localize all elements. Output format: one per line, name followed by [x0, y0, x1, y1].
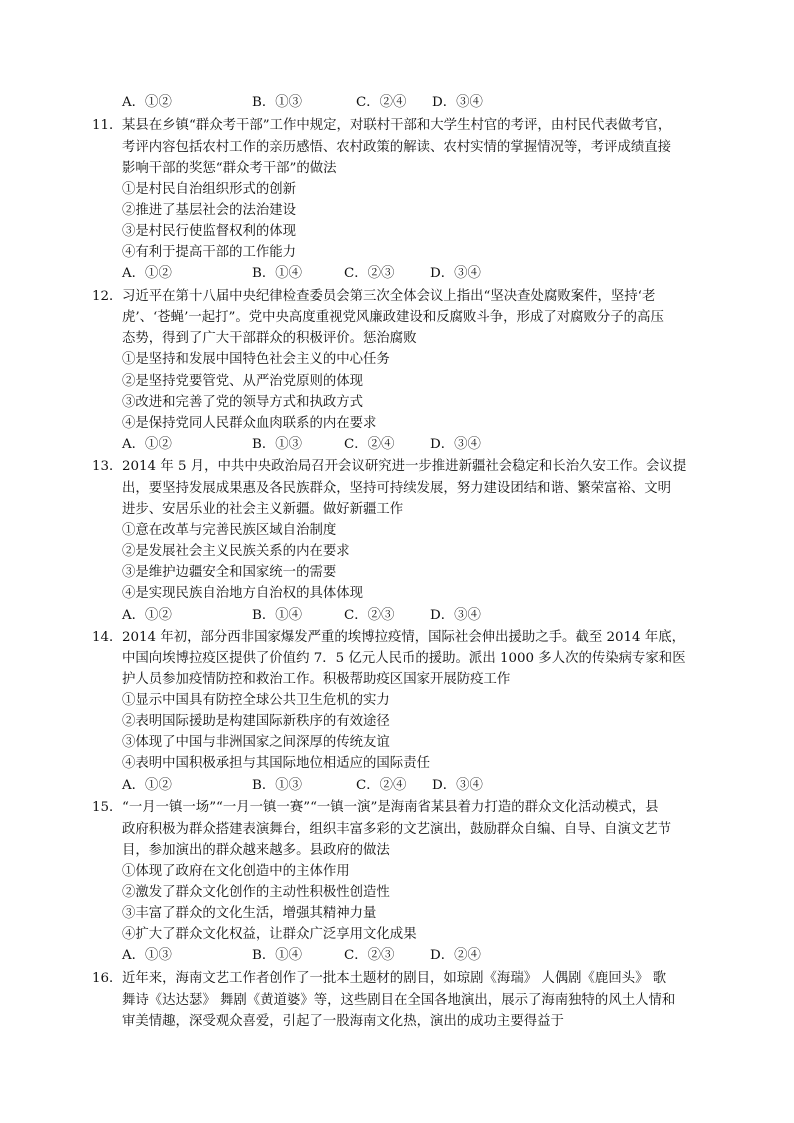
q13-stem-line-3: 进步、安居乐业的社会主义新疆。做好新疆工作 — [122, 502, 404, 517]
q11-item-3: ③是村民行使监督权利的体现 — [122, 224, 297, 239]
q13-item-3: ③是维护边疆安全和国家统一的需要 — [122, 565, 337, 580]
q14-option-d: D．③④ — [432, 778, 483, 793]
q11-item-1: ①是村民自治组织形式的创新 — [122, 182, 297, 197]
q15-item-3: ③丰富了群众的文化生活，增强其精神力量 — [122, 906, 377, 921]
q14-option-a: A．①② — [122, 778, 172, 793]
q15-item-4: ④扩大了群众文化权益，让群众广泛享用文化成果 — [122, 927, 417, 942]
q12-option-c: C．②④ — [344, 437, 395, 452]
q15-item-2: ②激发了群众文化创作的主动性积极性创造性 — [122, 885, 390, 900]
q13-number: 13． — [92, 459, 123, 474]
q12-option-b: B．①③ — [252, 437, 303, 452]
q13-stem-line-2: 出，要坚持发展成果惠及各民族群众，坚持可持续发展，努力建设团结和谐、繁荣富裕、文明 — [122, 481, 672, 496]
q14-item-4: ④表明中国积极承担与其国际地位相适应的国际责任 — [122, 756, 430, 771]
q15-stem-line-2: 政府积极为群众搭建表演舞台，组织丰富多彩的文艺演出，鼓励群众自编、自导、自演文艺节 — [122, 822, 672, 837]
q14-option-c: C．②④ — [356, 778, 407, 793]
q12-option-a: A．①② — [122, 437, 172, 452]
q16-stem-line-1: 近年来，海南文艺工作者创作了一批本土题材的剧目，如琼剧《海瑞》 人偶剧《鹿回头》 歌 — [122, 971, 667, 986]
q14-item-2: ②表明国际援助是构建国际新秩序的有效途径 — [122, 714, 390, 729]
q11-option-b: B．①④ — [252, 266, 303, 281]
q15-option-c: C．②③ — [344, 948, 395, 963]
q14-stem-line-3: 护人员参加疫情防控和救治工作。积极帮助疫区国家开展防疫工作 — [122, 672, 511, 687]
q11-option-c: C．②③ — [344, 266, 395, 281]
q12-option-d: D．③④ — [430, 437, 481, 452]
q12-item-4: ④是保持党同人民群众血肉联系的内在要求 — [122, 416, 377, 431]
q13-stem-line-1: 2014 年 5 月，中共中央政治局召开会议研究进一步推进新疆社会稳定和长治久安工作。会议提 — [122, 459, 687, 474]
q11-option-a: A．①② — [122, 266, 172, 281]
q13-option-b: B．①④ — [252, 608, 303, 623]
q13-option-d: D．③④ — [430, 608, 481, 623]
q13-option-a: A．①② — [122, 608, 172, 623]
q11-option-d: D．③④ — [430, 266, 481, 281]
q10-option-c: C．②④ — [356, 95, 407, 110]
q14-option-b: B．①③ — [252, 778, 303, 793]
q14-item-1: ①显示中国具有防控全球公共卫生危机的实力 — [122, 693, 390, 708]
q16-stem-line-3: 审美情趣，深受观众喜爱，引起了一股海南文化热，演出的成功主要得益于 — [122, 1014, 564, 1029]
q11-stem-line-1: 某县在乡镇“群众考干部”工作中规定，对联村干部和大学生村官的考评，由村民代表做考官， — [122, 118, 672, 133]
q12-stem-line-1: 习近平在第十八届中央纪律检查委员会第三次全体会议上指出“坚决查处腐败案件，坚持‘老 — [122, 289, 656, 304]
q16-stem-line-2: 舞诗《达达瑟》 舞剧《黄道婆》等，这些剧目在全国各地演出，展示了海南独特的风土人情和 — [122, 993, 676, 1008]
q13-item-1: ①意在改革与完善民族区域自治制度 — [122, 523, 337, 538]
q15-item-1: ①体现了政府在文化创造中的主体作用 — [122, 864, 350, 879]
q10-option-a: A．①② — [122, 95, 172, 110]
q14-stem-line-2: 中国向埃博拉疫区提供了价值约 7．5 亿元人民币的援助。派出 1000 多人次的传染病专家和医 — [122, 651, 686, 666]
q16-number: 16． — [92, 971, 123, 986]
q14-stem-line-1: 2014 年初，部分西非国家爆发严重的埃博拉疫情，国际社会伸出援助之手。截至 2014 年底， — [122, 630, 685, 645]
q11-stem-line-3: 影响干部的奖惩“群众考干部”的做法 — [122, 161, 337, 176]
q12-number: 12． — [92, 289, 123, 304]
q10-option-d: D．③④ — [432, 95, 483, 110]
q13-item-2: ②是发展社会主义民族关系的内在要求 — [122, 544, 350, 559]
q15-option-a: A．①③ — [122, 948, 172, 963]
q11-item-4: ④有利于提高干部的工作能力 — [122, 245, 297, 260]
q13-option-c: C．②③ — [344, 608, 395, 623]
q15-option-b: B．①④ — [252, 948, 303, 963]
q15-stem-line-3: 目，参加演出的群众越来越多。县政府的做法 — [122, 843, 390, 858]
q12-item-3: ③改进和完善了党的领导方式和执政方式 — [122, 395, 364, 410]
q13-item-4: ④是实现民族自治地方自治权的具体体现 — [122, 586, 364, 601]
q14-item-3: ③体现了中国与非洲国家之间深厚的传统友谊 — [122, 735, 390, 750]
q12-item-2: ②是坚持党要管党、从严治党原则的体现 — [122, 374, 364, 389]
q11-item-2: ②推进了基层社会的法治建设 — [122, 203, 297, 218]
q15-number: 15． — [92, 800, 123, 815]
q12-item-1: ①是坚持和发展中国特色社会主义的中心任务 — [122, 352, 390, 367]
q15-stem-line-1: “一月一镇一场”“一月一镇一赛”“一镇一演”是海南省某县着力打造的群众文化活动模式，县 — [122, 800, 659, 815]
q11-stem-line-2: 考评内容包括农村工作的亲历感悟、农村政策的解读、农村实情的掌握情况等，考评成绩直接 — [122, 140, 672, 155]
q15-option-d: D．②④ — [430, 948, 481, 963]
q11-number: 11． — [92, 118, 123, 133]
q12-stem-line-3: 态势，得到了广大干部群众的积极评价。惩治腐败 — [122, 331, 417, 346]
q14-number: 14． — [92, 630, 123, 645]
q10-option-b: B．①③ — [252, 95, 303, 110]
q12-stem-line-2: 虎’、‘苍蝇’一起打”。党中央高度重视党风廉政建设和反腐败斗争，形成了对腐败分子的高压 — [122, 310, 664, 325]
